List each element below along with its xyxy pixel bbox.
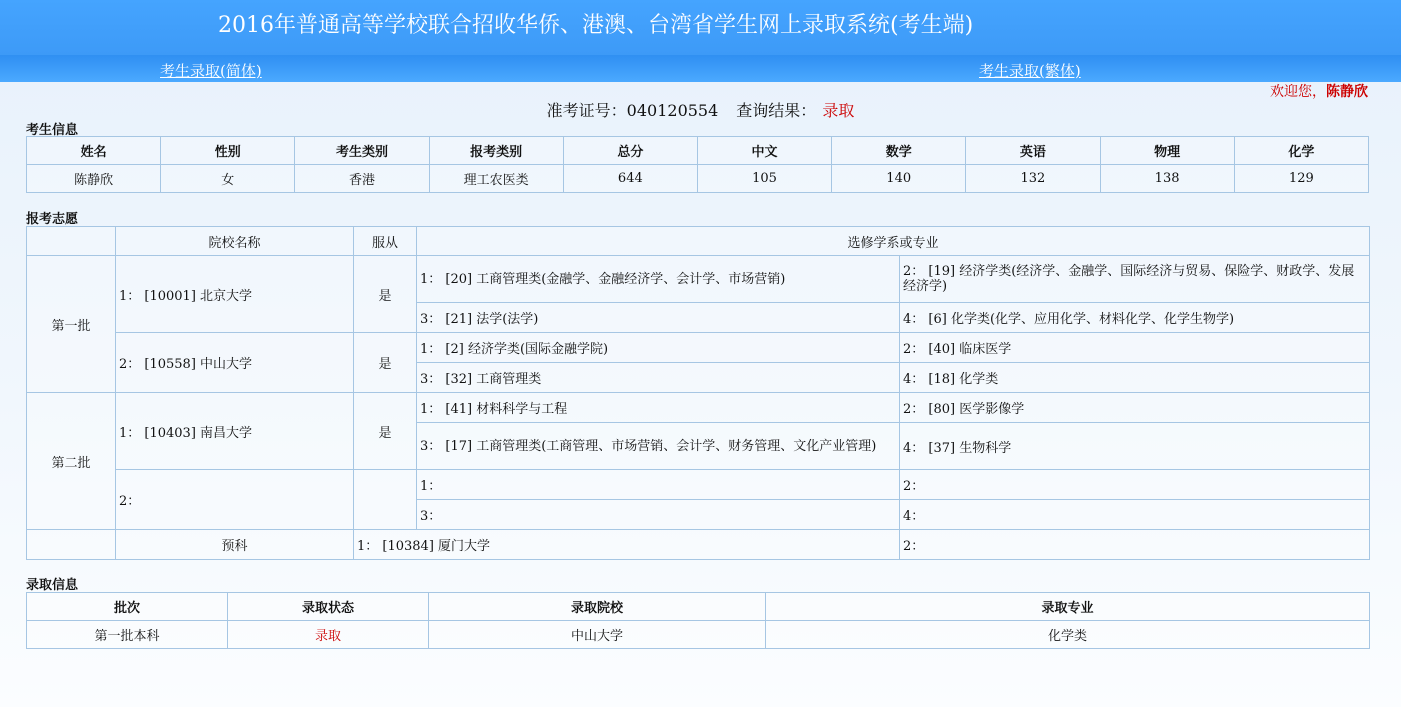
major-choice: 2： xyxy=(900,470,1370,500)
cell-exam-category: 理工农医类 xyxy=(429,165,563,193)
choices-title: 报考志愿 xyxy=(26,212,79,227)
header-total: 总分 xyxy=(563,137,697,165)
prep-choice: 1： [10384] 厦门大学 xyxy=(354,530,900,560)
table-row xyxy=(27,256,1370,303)
header-chinese: 中文 xyxy=(697,137,831,165)
major-choice: 3： [17] 工商管理类(工商管理、市场营销、会计学、财务管理、文化产业管理) xyxy=(417,423,900,470)
school-name: 2： xyxy=(116,470,354,530)
obey-value xyxy=(354,470,417,530)
result-label: 查询结果： xyxy=(736,101,817,120)
cell-english: 132 xyxy=(966,165,1100,193)
table-header-row xyxy=(27,137,1369,165)
cell-batch: 第一批本科 xyxy=(27,621,228,649)
school-name: 1： [10403] 南昌大学 xyxy=(116,393,354,470)
nav-bar xyxy=(0,55,1401,82)
major-choice: 3： [21] 法学(法学) xyxy=(417,303,900,333)
obey-value: 是 xyxy=(354,393,417,470)
page-title: 2016年普通高等学校联合招收华侨、港澳、台湾省学生网上录取系统(考生端) xyxy=(218,13,974,38)
nav-link-simplified[interactable]: 考生录取(简体) xyxy=(160,62,262,80)
cell-major: 化学类 xyxy=(766,621,1370,649)
exam-no-label: 准考证号： xyxy=(546,101,627,120)
batch-label: 第一批 xyxy=(27,256,116,393)
nav-link-traditional[interactable]: 考生录取(繁体) xyxy=(979,62,1081,80)
admission-title: 录取信息 xyxy=(26,578,79,593)
major-choice: 1： [20] 工商管理类(金融学、金融经济学、会计学、市场营销) xyxy=(417,256,900,303)
header-batch: 批次 xyxy=(27,593,228,621)
header-math: 数学 xyxy=(832,137,966,165)
welcome-name: 陈静欣 xyxy=(1326,84,1368,100)
cell-status: 录取 xyxy=(228,621,429,649)
major-choice: 2： [40] 临床医学 xyxy=(900,333,1370,363)
result-value: 录取 xyxy=(822,101,855,120)
prep-label: 预科 xyxy=(116,530,354,560)
cell-chinese: 105 xyxy=(697,165,831,193)
header-school: 院校名称 xyxy=(116,227,354,256)
header-english: 英语 xyxy=(966,137,1100,165)
major-choice: 4： [18] 化学类 xyxy=(900,363,1370,393)
header-chemistry: 化学 xyxy=(1234,137,1368,165)
major-choice: 1： xyxy=(417,470,900,500)
cell-total: 644 xyxy=(563,165,697,193)
table-row xyxy=(27,333,1370,363)
header-exam-category: 报考类别 xyxy=(429,137,563,165)
admission-table xyxy=(26,592,1370,649)
cell-physics: 138 xyxy=(1100,165,1234,193)
cell-school: 中山大学 xyxy=(429,621,766,649)
header-student-category: 考生类别 xyxy=(295,137,429,165)
major-choice: 4： [37] 生物科学 xyxy=(900,423,1370,470)
student-info-title: 考生信息 xyxy=(26,123,79,138)
major-choice: 2： [19] 经济学类(经济学、金融学、国际经济与贸易、保险学、财政学、发展经济学) xyxy=(900,256,1370,303)
header-gender: 性别 xyxy=(161,137,295,165)
table-header-row xyxy=(27,227,1370,256)
school-name: 1： [10001] 北京大学 xyxy=(116,256,354,333)
table-row xyxy=(27,393,1370,423)
table-row xyxy=(27,621,1370,649)
major-choice: 3： xyxy=(417,500,900,530)
major-choice: 2： [80] 医学影像学 xyxy=(900,393,1370,423)
cell-math: 140 xyxy=(832,165,966,193)
header-majors: 选修学系或专业 xyxy=(417,227,1370,256)
major-choice: 1： [2] 经济学类(国际金融学院) xyxy=(417,333,900,363)
prep-choice: 2： xyxy=(900,530,1370,560)
cell-chemistry: 129 xyxy=(1234,165,1368,193)
cell-student-category: 香港 xyxy=(295,165,429,193)
header-status: 录取状态 xyxy=(228,593,429,621)
table-row xyxy=(27,530,1370,560)
cell-name: 陈静欣 xyxy=(27,165,161,193)
header-major: 录取专业 xyxy=(766,593,1370,621)
table-header-row xyxy=(27,593,1370,621)
major-choice: 3： [32] 工商管理类 xyxy=(417,363,900,393)
query-summary xyxy=(0,98,1401,121)
cell-gender: 女 xyxy=(161,165,295,193)
major-choice: 4： xyxy=(900,500,1370,530)
header-obey: 服从 xyxy=(354,227,417,256)
major-choice: 1： [41] 材料科学与工程 xyxy=(417,393,900,423)
welcome-prefix: 欢迎您， xyxy=(1270,84,1326,100)
table-row xyxy=(27,470,1370,500)
header-name: 姓名 xyxy=(27,137,161,165)
student-info-table xyxy=(26,136,1369,193)
school-name: 2： [10558] 中山大学 xyxy=(116,333,354,393)
header-physics: 物理 xyxy=(1100,137,1234,165)
header-school: 录取院校 xyxy=(429,593,766,621)
obey-value: 是 xyxy=(354,256,417,333)
exam-no-value: 040120554 xyxy=(626,101,719,120)
obey-value: 是 xyxy=(354,333,417,393)
header-banner xyxy=(0,0,1401,55)
table-row xyxy=(27,165,1369,193)
batch-label: 第二批 xyxy=(27,393,116,530)
major-choice: 4： [6] 化学类(化学、应用化学、材料化学、化学生物学) xyxy=(900,303,1370,333)
choices-table xyxy=(26,226,1370,560)
